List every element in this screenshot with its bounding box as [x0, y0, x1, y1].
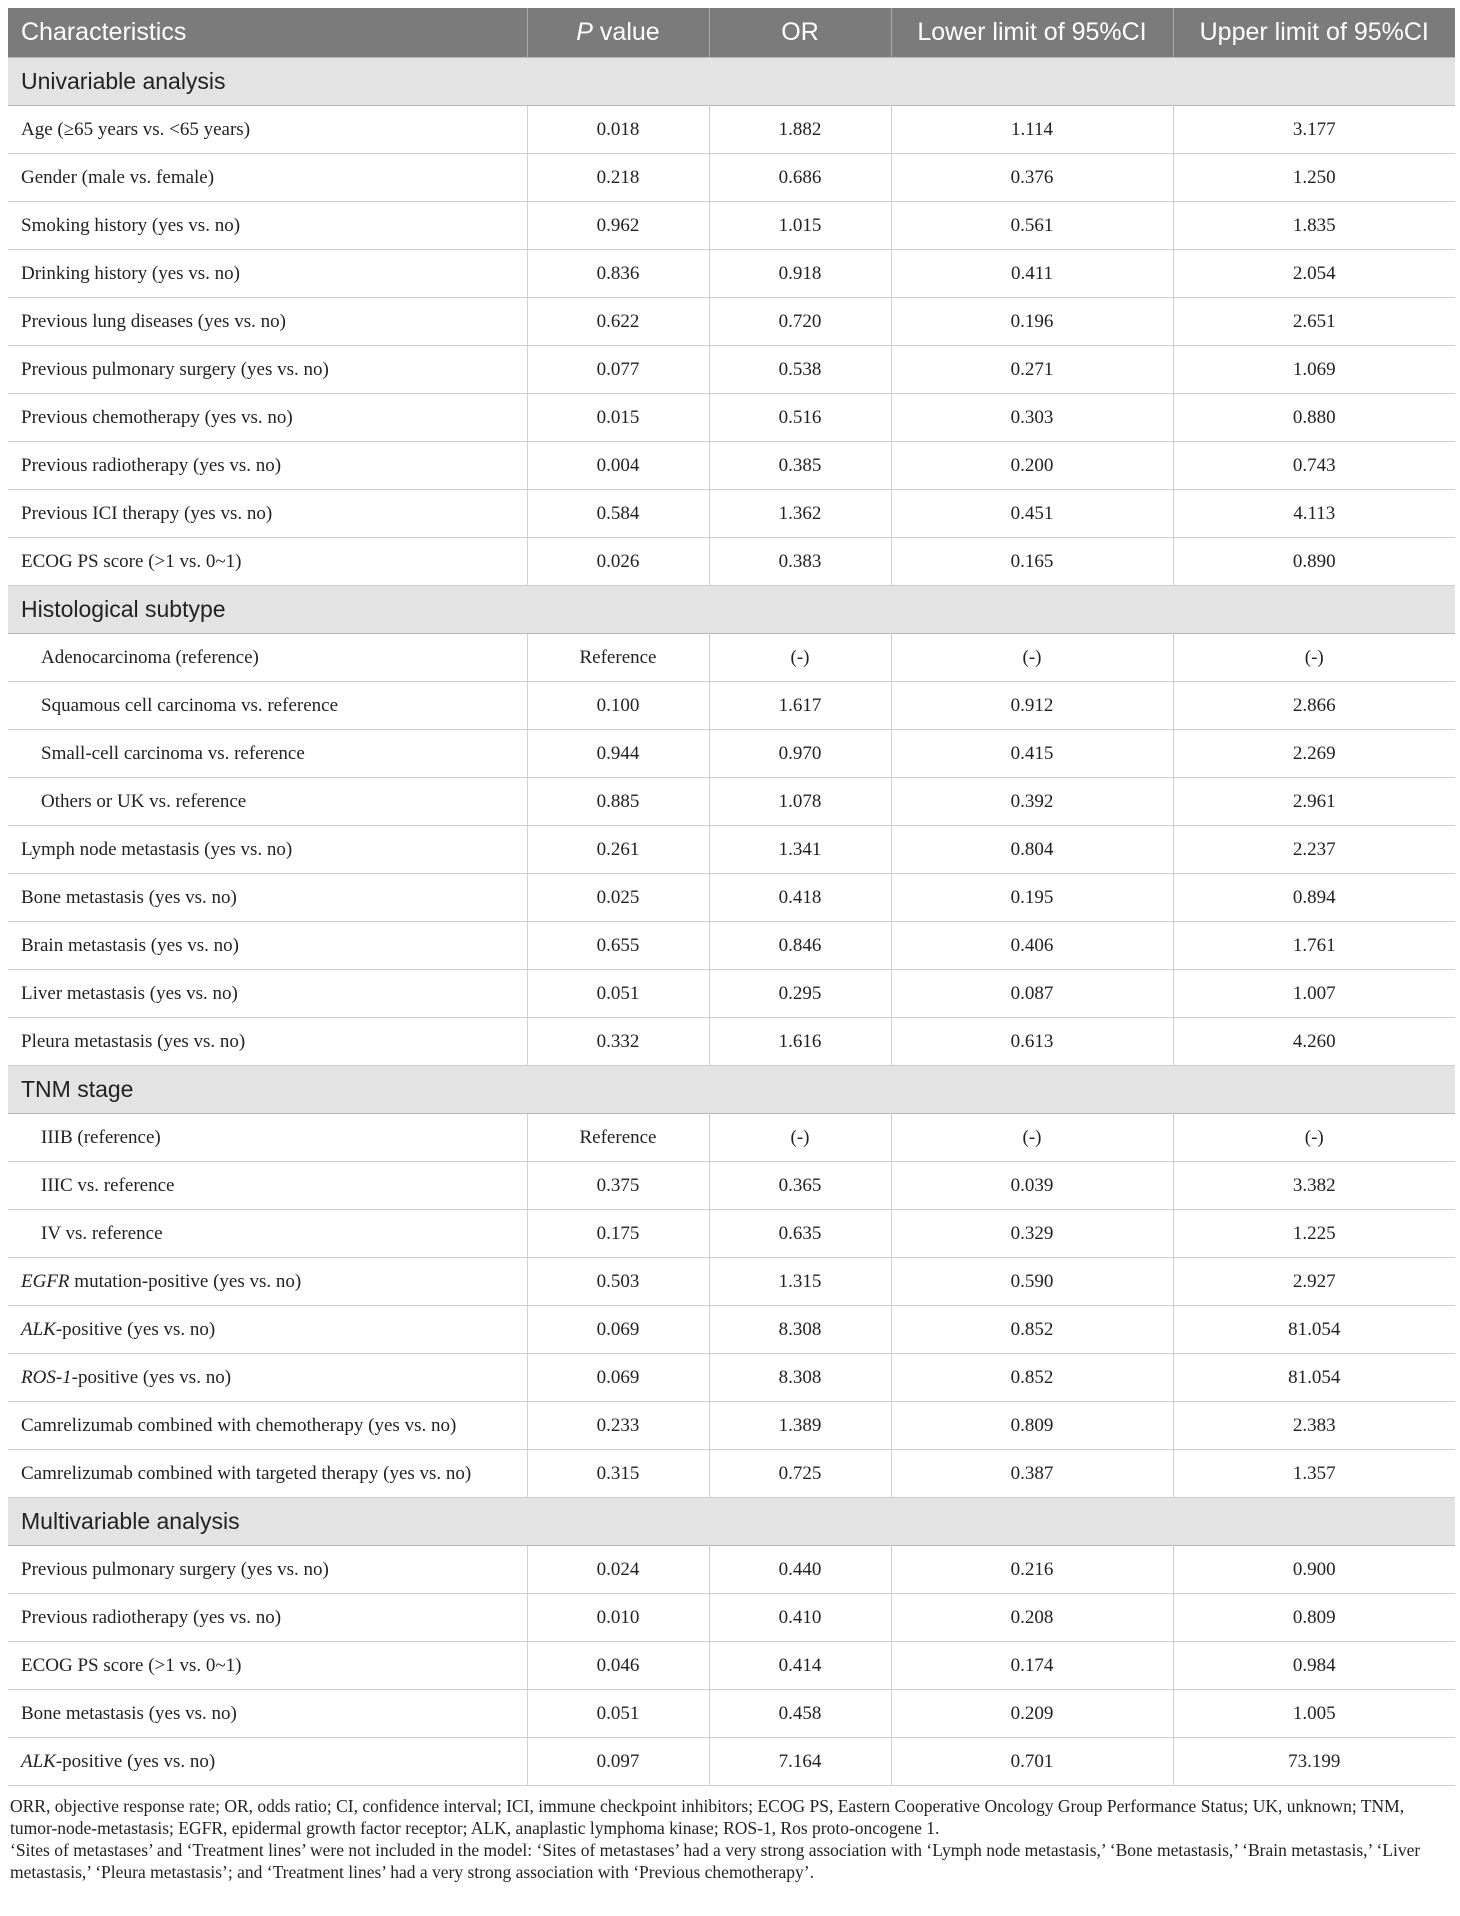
cell-lower-ci: 0.329	[891, 1210, 1173, 1258]
cell-or: 0.918	[709, 250, 891, 298]
cell-lower-ci: 0.209	[891, 1690, 1173, 1738]
cell-lower-ci: 0.216	[891, 1546, 1173, 1594]
cell-p-value: 0.077	[527, 346, 709, 394]
header-p-rest: value	[592, 18, 660, 46]
cell-lower-ci: 0.208	[891, 1594, 1173, 1642]
cell-characteristic	[8, 1546, 527, 1594]
cell-upper-ci: 0.880	[1173, 394, 1455, 442]
cell-p-value: 0.655	[527, 922, 709, 970]
cell-upper-ci: 0.743	[1173, 442, 1455, 490]
cell-lower-ci: 0.590	[891, 1258, 1173, 1306]
cell-lower-ci: 0.701	[891, 1738, 1173, 1786]
cell-upper-ci: 0.890	[1173, 538, 1455, 586]
table-row	[8, 1018, 1455, 1066]
gene-name-italic: ALK	[21, 1750, 56, 1772]
cell-characteristic	[8, 682, 527, 730]
characteristic-label: Previous chemotherapy (yes vs. no)	[21, 406, 293, 428]
cell-upper-ci: 2.383	[1173, 1402, 1455, 1450]
cell-characteristic	[8, 1594, 527, 1642]
results-table-container	[8, 8, 1455, 1883]
cell-characteristic	[8, 442, 527, 490]
cell-p-value: 0.218	[527, 154, 709, 202]
cell-lower-ci: 0.561	[891, 202, 1173, 250]
characteristic-label: IIIC vs. reference	[41, 1174, 175, 1196]
table-row	[8, 1738, 1455, 1786]
section-header-row	[8, 1498, 1455, 1546]
characteristic-label: Small-cell carcinoma vs. reference	[41, 742, 305, 764]
cell-p-value: 0.097	[527, 1738, 709, 1786]
cell-p-value: 0.026	[527, 538, 709, 586]
cell-characteristic	[8, 1738, 527, 1786]
cell-upper-ci: 4.260	[1173, 1018, 1455, 1066]
cell-p-value: Reference	[527, 1114, 709, 1162]
cell-characteristic	[8, 538, 527, 586]
characteristic-label: mutation-positive (yes vs. no)	[69, 1270, 302, 1292]
cell-p-value: 0.024	[527, 1546, 709, 1594]
characteristic-label: Liver metastasis (yes vs. no)	[21, 982, 238, 1004]
cell-lower-ci: 0.200	[891, 442, 1173, 490]
cell-characteristic	[8, 874, 527, 922]
table-body	[8, 58, 1455, 1786]
cell-p-value: 0.069	[527, 1306, 709, 1354]
table-row	[8, 250, 1455, 298]
cell-upper-ci: 0.894	[1173, 874, 1455, 922]
table-row	[8, 298, 1455, 346]
cell-characteristic	[8, 250, 527, 298]
cell-characteristic	[8, 202, 527, 250]
header-characteristics: Characteristics	[8, 8, 527, 58]
cell-p-value: 0.503	[527, 1258, 709, 1306]
cell-p-value: 0.051	[527, 1690, 709, 1738]
table-row	[8, 1402, 1455, 1450]
cell-p-value: 0.175	[527, 1210, 709, 1258]
cell-or: (-)	[709, 1114, 891, 1162]
cell-p-value: 0.100	[527, 682, 709, 730]
header-p-italic: P	[576, 18, 593, 46]
table-row	[8, 730, 1455, 778]
cell-p-value: Reference	[527, 634, 709, 682]
cell-or: 7.164	[709, 1738, 891, 1786]
cell-upper-ci: 2.237	[1173, 826, 1455, 874]
cell-lower-ci: 0.196	[891, 298, 1173, 346]
cell-or: 0.686	[709, 154, 891, 202]
cell-or: 0.418	[709, 874, 891, 922]
cell-p-value: 0.261	[527, 826, 709, 874]
cell-or: 0.383	[709, 538, 891, 586]
cell-lower-ci: (-)	[891, 1114, 1173, 1162]
table-row	[8, 634, 1455, 682]
cell-lower-ci: 1.114	[891, 106, 1173, 154]
cell-or: (-)	[709, 634, 891, 682]
cell-lower-ci: 0.852	[891, 1306, 1173, 1354]
cell-upper-ci: 1.225	[1173, 1210, 1455, 1258]
cell-lower-ci: 0.451	[891, 490, 1173, 538]
table-row	[8, 1450, 1455, 1498]
cell-or: 1.341	[709, 826, 891, 874]
characteristic-label: Previous lung diseases (yes vs. no)	[21, 310, 286, 332]
table-row	[8, 1162, 1455, 1210]
characteristic-label: Others or UK vs. reference	[41, 790, 247, 812]
cell-characteristic	[8, 1258, 527, 1306]
characteristic-label: Adenocarcinoma (reference)	[41, 646, 259, 668]
characteristic-label: ECOG PS score (>1 vs. 0~1)	[21, 550, 242, 572]
characteristic-label: Lymph node metastasis (yes vs. no)	[21, 838, 293, 860]
characteristic-label: Camrelizumab combined with chemotherapy (yes vs. no)	[21, 1414, 457, 1436]
cell-or: 0.970	[709, 730, 891, 778]
characteristic-label: Previous radiotherapy (yes vs. no)	[21, 1606, 282, 1628]
cell-characteristic	[8, 1690, 527, 1738]
cell-upper-ci: 1.835	[1173, 202, 1455, 250]
cell-characteristic	[8, 1114, 527, 1162]
cell-characteristic	[8, 1450, 527, 1498]
cell-lower-ci: 0.376	[891, 154, 1173, 202]
cell-upper-ci: 4.113	[1173, 490, 1455, 538]
cell-or: 0.720	[709, 298, 891, 346]
cell-characteristic	[8, 490, 527, 538]
cell-characteristic	[8, 1402, 527, 1450]
cell-or: 8.308	[709, 1354, 891, 1402]
characteristic-label: Previous ICI therapy (yes vs. no)	[21, 502, 273, 524]
cell-p-value: 0.018	[527, 106, 709, 154]
cell-characteristic	[8, 826, 527, 874]
characteristic-label: Age (≥65 years vs. <65 years)	[21, 118, 251, 140]
cell-upper-ci: 81.054	[1173, 1306, 1455, 1354]
cell-upper-ci: 1.007	[1173, 970, 1455, 1018]
cell-or: 1.389	[709, 1402, 891, 1450]
characteristic-label: Previous pulmonary surgery (yes vs. no)	[21, 1558, 329, 1580]
cell-p-value: 0.004	[527, 442, 709, 490]
cell-p-value: 0.069	[527, 1354, 709, 1402]
cell-p-value: 0.332	[527, 1018, 709, 1066]
cell-upper-ci: 1.005	[1173, 1690, 1455, 1738]
characteristic-label: IIIB (reference)	[41, 1126, 161, 1148]
characteristic-label: Squamous cell carcinoma vs. reference	[41, 694, 339, 716]
characteristic-label: Gender (male vs. female)	[21, 166, 215, 188]
cell-characteristic	[8, 1354, 527, 1402]
cell-lower-ci: 0.039	[891, 1162, 1173, 1210]
cell-or: 0.295	[709, 970, 891, 1018]
cell-lower-ci: 0.613	[891, 1018, 1173, 1066]
table-row	[8, 1114, 1455, 1162]
cell-lower-ci: 0.852	[891, 1354, 1173, 1402]
cell-or: 1.616	[709, 1018, 891, 1066]
cell-p-value: 0.584	[527, 490, 709, 538]
cell-p-value: 0.885	[527, 778, 709, 826]
cell-characteristic	[8, 1018, 527, 1066]
cell-upper-ci: 1.761	[1173, 922, 1455, 970]
section-label: Histological subtype	[8, 586, 1455, 634]
cell-lower-ci: 0.912	[891, 682, 1173, 730]
cell-or: 1.015	[709, 202, 891, 250]
cell-or: 0.538	[709, 346, 891, 394]
cell-p-value: 0.836	[527, 250, 709, 298]
cell-lower-ci: 0.303	[891, 394, 1173, 442]
cell-p-value: 0.046	[527, 1642, 709, 1690]
cell-upper-ci: 81.054	[1173, 1354, 1455, 1402]
cell-characteristic	[8, 730, 527, 778]
cell-characteristic	[8, 394, 527, 442]
characteristic-label: Previous pulmonary surgery (yes vs. no)	[21, 358, 329, 380]
characteristic-label: -positive (yes vs. no)	[55, 1318, 216, 1340]
header-upper-ci: Upper limit of 95%CI	[1173, 8, 1455, 58]
cell-upper-ci: 73.199	[1173, 1738, 1455, 1786]
table-row	[8, 1210, 1455, 1258]
table-row	[8, 1354, 1455, 1402]
cell-characteristic	[8, 346, 527, 394]
cell-lower-ci: 0.087	[891, 970, 1173, 1018]
cell-upper-ci: 2.927	[1173, 1258, 1455, 1306]
characteristic-label: IV vs. reference	[41, 1222, 163, 1244]
cell-characteristic	[8, 778, 527, 826]
section-label: TNM stage	[8, 1066, 1455, 1114]
cell-p-value: 0.010	[527, 1594, 709, 1642]
cell-upper-ci: 0.984	[1173, 1642, 1455, 1690]
table-row	[8, 202, 1455, 250]
cell-upper-ci: 2.269	[1173, 730, 1455, 778]
gene-name-italic: ROS-1	[21, 1366, 72, 1388]
table-row	[8, 106, 1455, 154]
cell-or: 0.414	[709, 1642, 891, 1690]
cell-characteristic	[8, 922, 527, 970]
cell-upper-ci: 1.250	[1173, 154, 1455, 202]
characteristic-label: Pleura metastasis (yes vs. no)	[21, 1030, 246, 1052]
table-row	[8, 1306, 1455, 1354]
cell-or: 0.516	[709, 394, 891, 442]
cell-upper-ci: 0.809	[1173, 1594, 1455, 1642]
cell-p-value: 0.051	[527, 970, 709, 1018]
table-row	[8, 826, 1455, 874]
cell-p-value: 0.622	[527, 298, 709, 346]
characteristic-label: Bone metastasis (yes vs. no)	[21, 1702, 237, 1724]
cell-lower-ci: 0.195	[891, 874, 1173, 922]
section-label: Univariable analysis	[8, 58, 1455, 106]
cell-p-value: 0.944	[527, 730, 709, 778]
table-row	[8, 394, 1455, 442]
table-row	[8, 1690, 1455, 1738]
cell-characteristic	[8, 154, 527, 202]
cell-lower-ci: 0.174	[891, 1642, 1173, 1690]
characteristic-label: Brain metastasis (yes vs. no)	[21, 934, 239, 956]
cell-or: 0.410	[709, 1594, 891, 1642]
table-row	[8, 154, 1455, 202]
cell-or: 0.725	[709, 1450, 891, 1498]
table-row	[8, 538, 1455, 586]
section-header-row	[8, 58, 1455, 106]
cell-or: 0.385	[709, 442, 891, 490]
cell-upper-ci: (-)	[1173, 1114, 1455, 1162]
cell-upper-ci: 2.961	[1173, 778, 1455, 826]
header-lower-ci: Lower limit of 95%CI	[891, 8, 1173, 58]
table-row	[8, 778, 1455, 826]
cell-or: 0.365	[709, 1162, 891, 1210]
section-header-row	[8, 1066, 1455, 1114]
table-row	[8, 1546, 1455, 1594]
cell-lower-ci: 0.804	[891, 826, 1173, 874]
cell-lower-ci: 0.271	[891, 346, 1173, 394]
characteristic-label: -positive (yes vs. no)	[55, 1750, 216, 1772]
cell-lower-ci: 0.411	[891, 250, 1173, 298]
cell-or: 0.458	[709, 1690, 891, 1738]
cell-or: 1.078	[709, 778, 891, 826]
cell-p-value: 0.962	[527, 202, 709, 250]
cell-lower-ci: 0.406	[891, 922, 1173, 970]
cell-characteristic	[8, 970, 527, 1018]
section-label: Multivariable analysis	[8, 1498, 1455, 1546]
header-or: OR	[709, 8, 891, 58]
cell-lower-ci: 0.387	[891, 1450, 1173, 1498]
cell-characteristic	[8, 1642, 527, 1690]
regression-table	[8, 8, 1455, 1786]
footnote-abbreviations: ORR, objective response rate; OR, odds ratio; CI, confidence interval; ICI, immune checkpoint inhibitors; ECOG PS, Eastern Cooperative Oncology Group Performance Status; UK, unknown; TNM, tumor-node-metastasis; EGFR, epidermal growth factor receptor; ALK, anaplastic lymphoma kinase; ROS-1, Ros proto-oncogene 1.	[10, 1796, 1405, 1838]
cell-p-value: 0.233	[527, 1402, 709, 1450]
cell-characteristic	[8, 298, 527, 346]
cell-or: 1.882	[709, 106, 891, 154]
cell-p-value: 0.315	[527, 1450, 709, 1498]
cell-p-value: 0.015	[527, 394, 709, 442]
cell-upper-ci: 2.651	[1173, 298, 1455, 346]
cell-p-value: 0.025	[527, 874, 709, 922]
characteristic-label: Camrelizumab combined with targeted therapy (yes vs. no)	[21, 1462, 472, 1484]
cell-lower-ci: 0.415	[891, 730, 1173, 778]
cell-characteristic	[8, 106, 527, 154]
cell-upper-ci: 3.177	[1173, 106, 1455, 154]
characteristic-label: ECOG PS score (>1 vs. 0~1)	[21, 1654, 242, 1676]
cell-upper-ci: 1.069	[1173, 346, 1455, 394]
cell-upper-ci: 2.866	[1173, 682, 1455, 730]
cell-or: 0.635	[709, 1210, 891, 1258]
table-row	[8, 442, 1455, 490]
table-row	[8, 346, 1455, 394]
cell-characteristic	[8, 1210, 527, 1258]
cell-or: 1.315	[709, 1258, 891, 1306]
cell-lower-ci: 0.165	[891, 538, 1173, 586]
footnote-model-note: ‘Sites of metastases’ and ‘Treatment lines’ were not included in the model: ‘Sites of metastases’ had a very strong association with ‘Lymph node metastasis,’ ‘Bone metastasis,’ ‘Brain metastasis,’ ‘Liver metastasis,’ ‘Pleura metastasis’; and ‘Treatment lines’ had a very strong association with ‘Previous chemotherapy’.	[10, 1840, 1421, 1882]
section-header-row	[8, 586, 1455, 634]
footnotes	[8, 1795, 1455, 1883]
gene-name-italic: EGFR	[21, 1270, 70, 1292]
cell-characteristic	[8, 1162, 527, 1210]
cell-upper-ci: 2.054	[1173, 250, 1455, 298]
cell-characteristic	[8, 634, 527, 682]
cell-upper-ci: 3.382	[1173, 1162, 1455, 1210]
characteristic-label: Smoking history (yes vs. no)	[21, 214, 241, 236]
cell-characteristic	[8, 1306, 527, 1354]
cell-or: 8.308	[709, 1306, 891, 1354]
table-row	[8, 970, 1455, 1018]
table-row	[8, 1642, 1455, 1690]
cell-upper-ci: 1.357	[1173, 1450, 1455, 1498]
table-row	[8, 874, 1455, 922]
characteristic-label: Drinking history (yes vs. no)	[21, 262, 241, 284]
cell-lower-ci: 0.809	[891, 1402, 1173, 1450]
characteristic-label: Previous radiotherapy (yes vs. no)	[21, 454, 282, 476]
cell-or: 0.440	[709, 1546, 891, 1594]
table-row	[8, 682, 1455, 730]
cell-or: 0.846	[709, 922, 891, 970]
cell-or: 1.362	[709, 490, 891, 538]
table-row	[8, 1594, 1455, 1642]
cell-upper-ci: 0.900	[1173, 1546, 1455, 1594]
table-row	[8, 922, 1455, 970]
header-p-value	[527, 8, 709, 58]
table-row	[8, 1258, 1455, 1306]
cell-lower-ci: 0.392	[891, 778, 1173, 826]
cell-lower-ci: (-)	[891, 634, 1173, 682]
gene-name-italic: ALK	[21, 1318, 56, 1340]
characteristic-label: Bone metastasis (yes vs. no)	[21, 886, 237, 908]
cell-p-value: 0.375	[527, 1162, 709, 1210]
cell-upper-ci: (-)	[1173, 634, 1455, 682]
table-row	[8, 490, 1455, 538]
table-header-row	[8, 8, 1455, 58]
characteristic-label: -positive (yes vs. no)	[71, 1366, 232, 1388]
cell-or: 1.617	[709, 682, 891, 730]
